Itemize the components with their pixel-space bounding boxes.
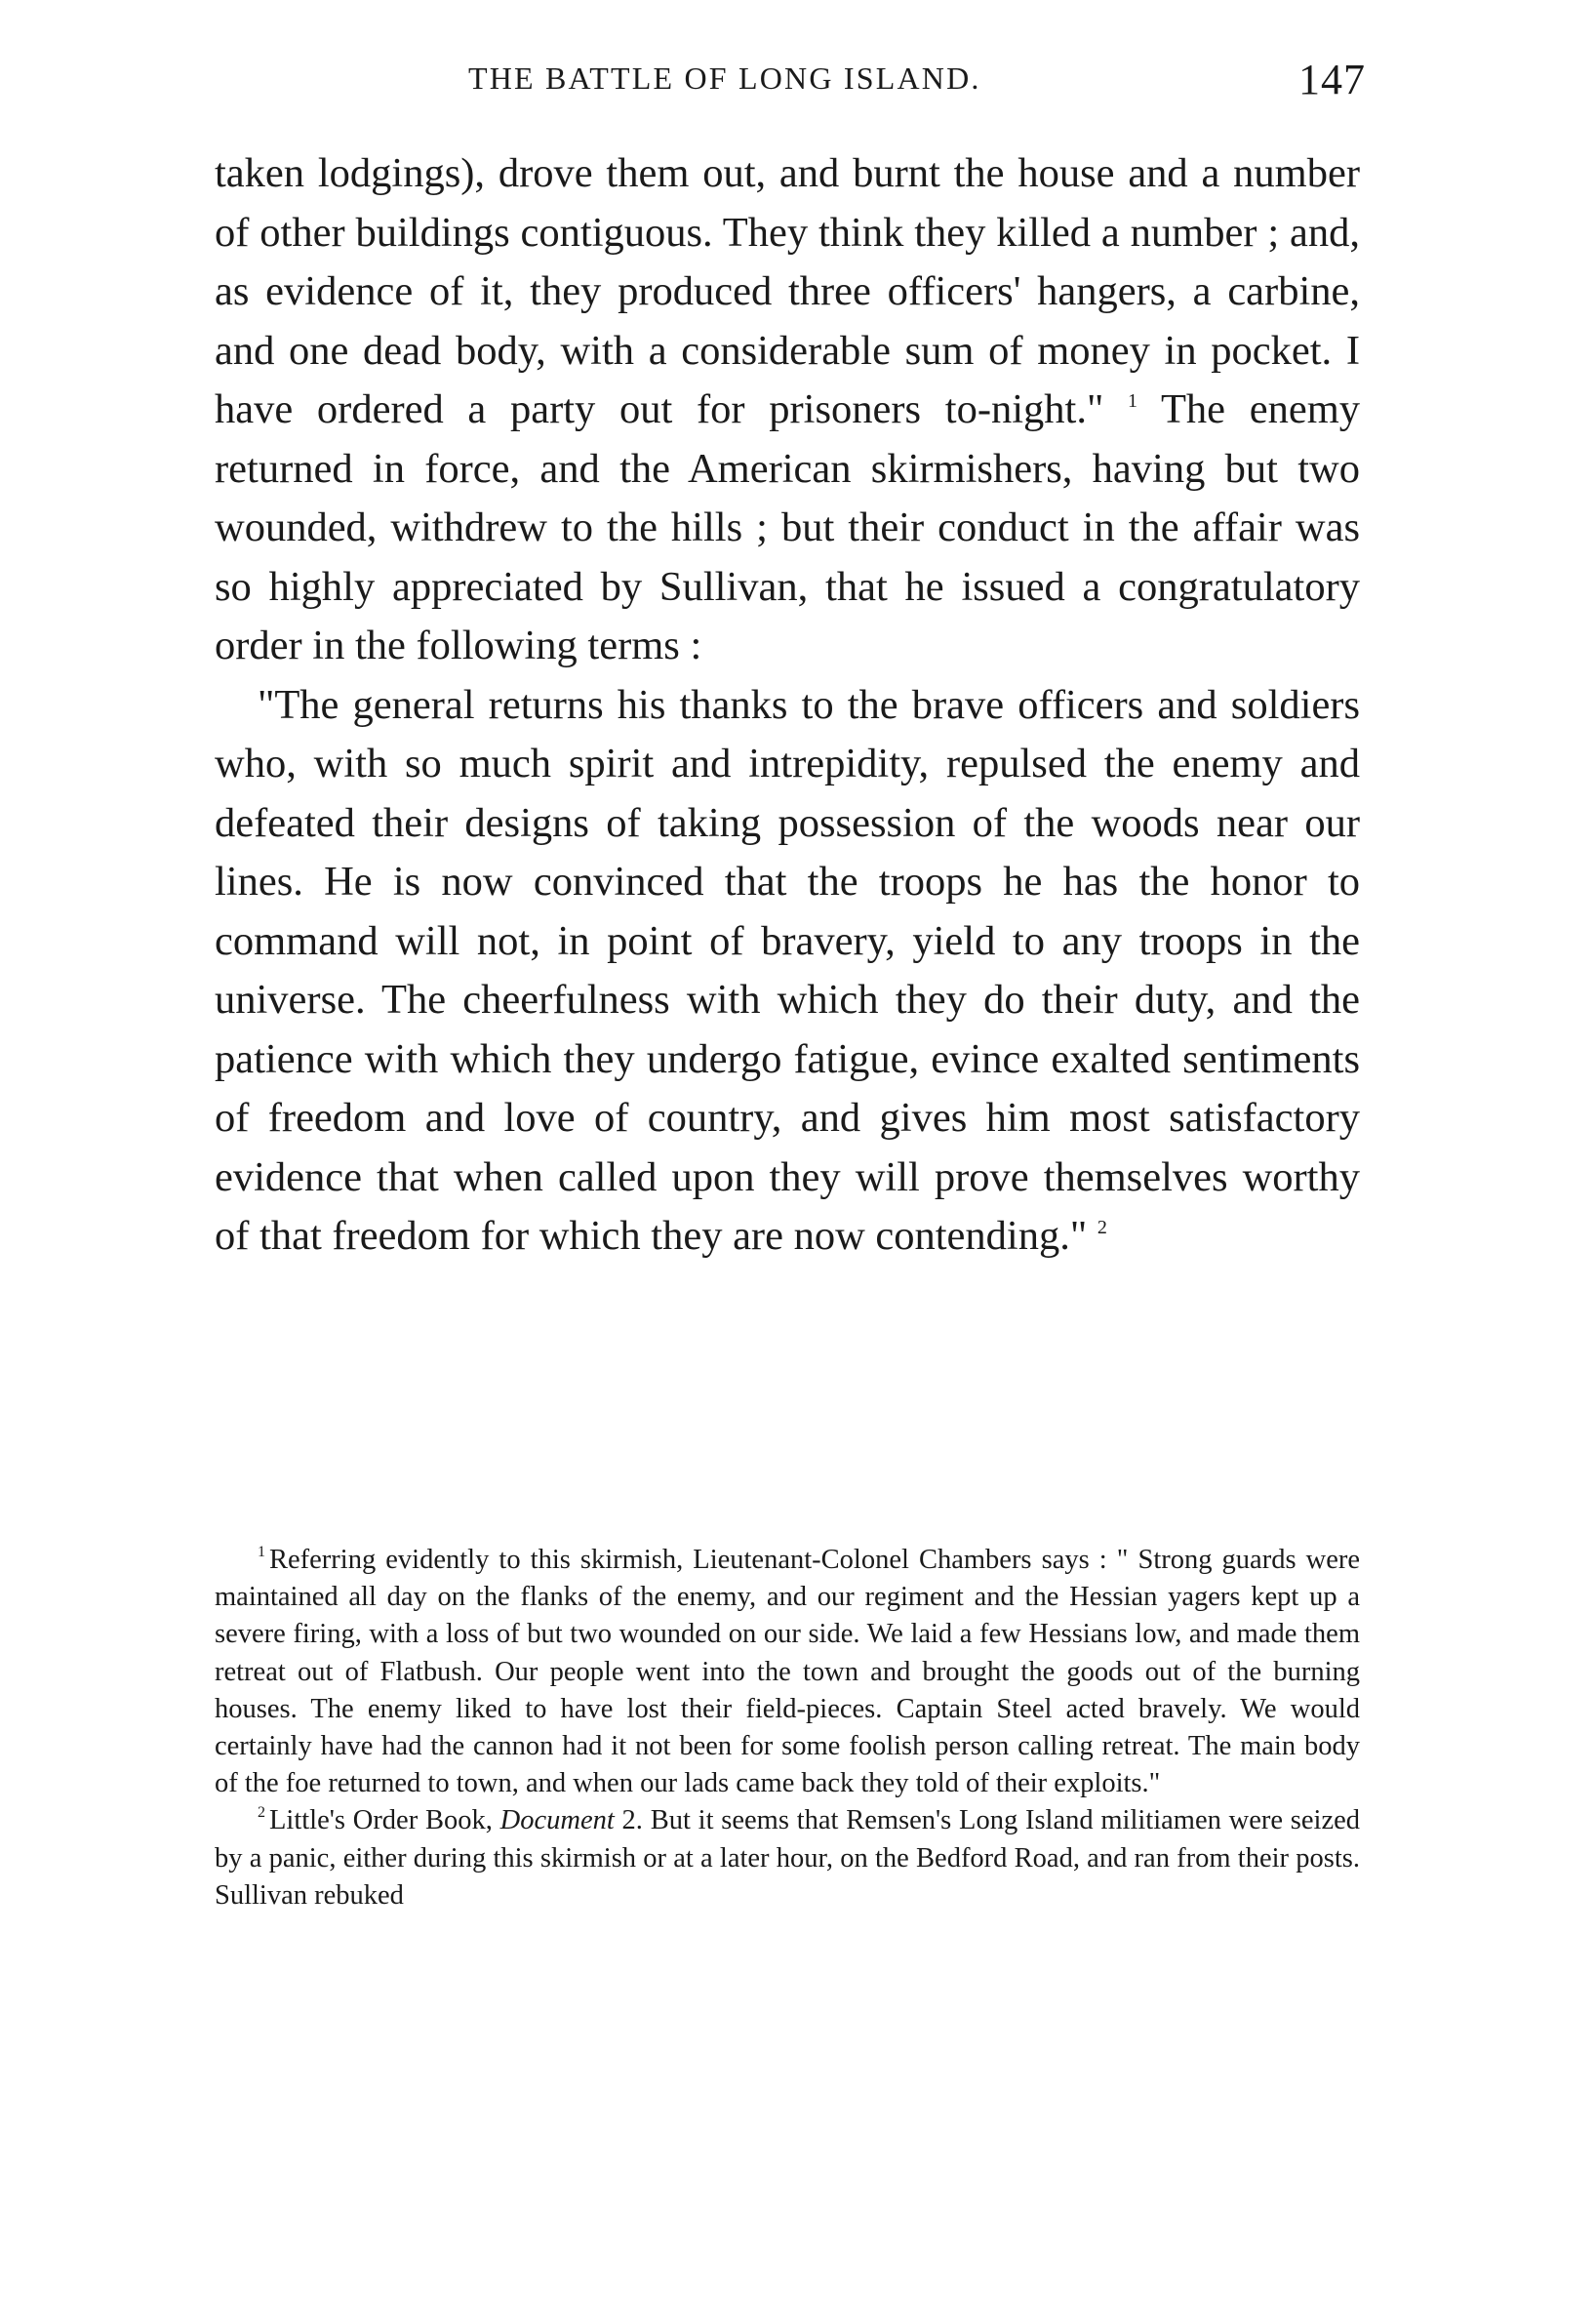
- footnote-2: [215, 1802, 1360, 1914]
- quoted-order-text: "The general returns his thanks to the brave officers and soldiers who, with so much spirit and intrepidity, repulsed the enemy and defeated their designs of taking possession of the woods near our lines. He is now convinced that the troops he has the honor to command will not, in point of bravery, yield to any troops in the universe. The cheerfulness with which they do their duty, and the patience with which they undergo fatigue, evince exalted sentiments of freedom and love of country, and gives him most satisfactory evidence that when called upon they will prove themselves worthy of that freedom for which they are now contending.": [215, 681, 1360, 1259]
- footnote-ref-2: 2: [1097, 1217, 1107, 1238]
- footnote-1-text: Referring evidently to this skirmish, Lieutenant-Colonel Chambers says : " Strong guards were maintained all day on the flanks of the enemy, and our regiment and the Hessian yagers kept up a severe firing, with a loss of but two wounded on our side. We laid a few Hessians low, and made them retreat out of Flatbush. Our people went into the town and brought the goods out of the burning houses. The enemy liked to have lost their field-pieces. Captain Steel acted bravely. We would certainly have had the cannon had it not been for some foolish person calling retreat. The main body of the foe returned to town, and when our lads came back they told of their exploits.": [215, 1545, 1360, 1799]
- footnote-1-mark: 1: [258, 1544, 265, 1560]
- footnote-1: [215, 1542, 1360, 1802]
- quoted-order: [215, 676, 1360, 1267]
- paragraph-1: [215, 144, 1360, 676]
- footnote-2-lead: Little's Order Book,: [269, 1805, 500, 1836]
- footnote-ref-1: 1: [1128, 390, 1138, 412]
- paragraph-1-text: taken lodgings), drove them out, and burnt the house and a number of other buildings contiguous. They think they killed a number ; and, as evidence of it, they produced three officers' hangers, a carbine, and one dead body, with a considerable sum of money in pocket. I have ordered a party out for prisoners to-night.": [215, 150, 1360, 432]
- footnote-2-text: 2. But it seems that Remsen's Long Island militiamen were seized by a panic, either during this skirmish or at a later hour, on the Bedford Road, and ran from their posts. Sullivan rebuked: [215, 1805, 1360, 1911]
- footnotes: [215, 1542, 1360, 1914]
- page-number: 147: [1298, 56, 1366, 103]
- body-text: [215, 144, 1360, 1267]
- paragraph-1-continuation: The enemy returned in force, and the American skirmishers, having but two wounded, withdrew to the hills ; but their conduct in the affair was so highly appreciated by Sullivan, that he issued a congratulatory order in the following terms :: [215, 386, 1361, 668]
- footnote-2-italic: Document: [499, 1805, 615, 1836]
- running-head: [215, 56, 1366, 119]
- footnote-2-mark: 2: [258, 1804, 265, 1822]
- running-title: THE BATTLE OF LONG ISLAND.: [468, 60, 981, 96]
